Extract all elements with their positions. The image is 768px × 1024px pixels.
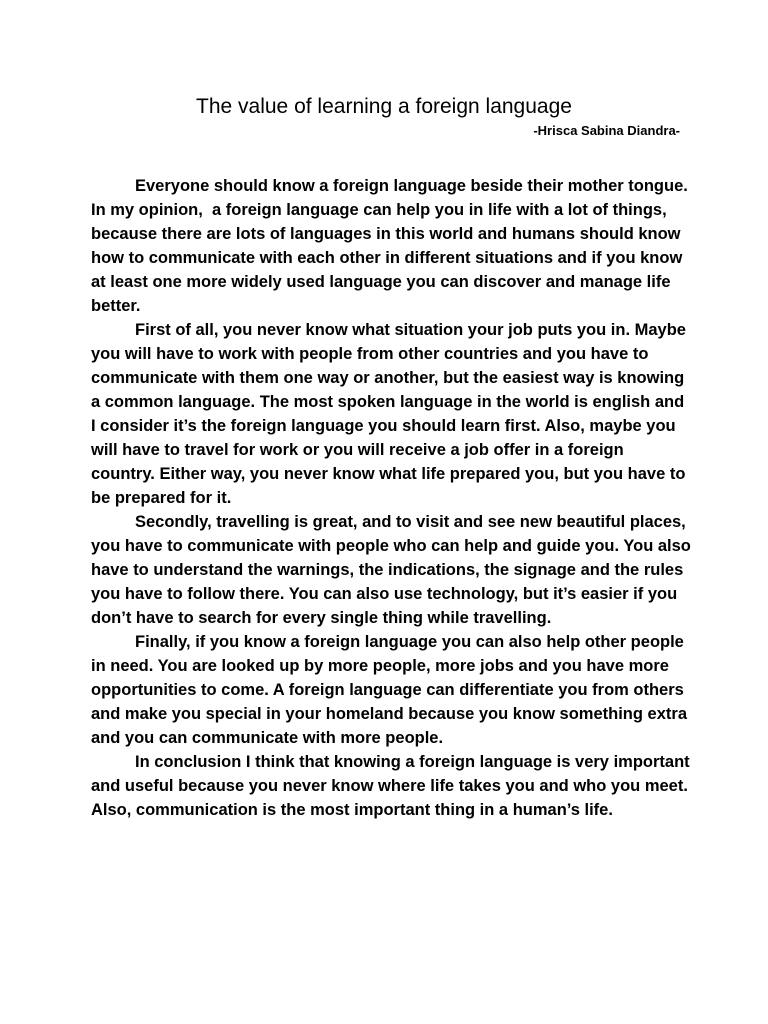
paragraph-job: First of all, you never know what situation your job puts you in. Maybe you will have to work with people from other countries and you have to communicate with them one way or another, but the easiest way is knowing a common language. The most spoken language in the world is english and I consider it’s the foreign language you should learn first. Also, maybe you will have to travel for work or you will receive a job offer in a foreign country. Either way, you never know what life prepared you, but you have to be prepared for it.	[91, 321, 691, 507]
document-title: The value of learning a foreign language	[196, 95, 572, 118]
paragraph-intro: Everyone should know a foreign language beside their mother tongue. In my opinion, a foreign language can help you in life with a lot of things, because there are lots of languages in this world and humans should know how to communicate with each other in different situations and if you know at least one more widely used language you can discover and manage life better.	[91, 177, 693, 315]
paragraph-travel: Secondly, travelling is great, and to visit and see new beautiful places, you have to communicate with people who can help and guide you. You also have to understand the warnings, the indications, the signage and the rules you have to follow there. You can also use technology, but it’s easier if you don’t have to search for every single thing while travelling.	[91, 513, 696, 627]
paragraph-help-others: Finally, if you know a foreign language you can also help other people in need. You are looked up by more people, more jobs and you have more opportunities to come. A foreign language can differentiate you from others and make you special in your homeland because you know something extra and you can communicate with more people.	[91, 633, 692, 747]
document-body	[91, 174, 696, 822]
document-author: -Hrisca Sabina Diandra-	[533, 123, 680, 138]
paragraph-conclusion: In conclusion I think that knowing a foreign language is very important and useful because you never know where life takes you and who you meet. Also, communication is the most important thing in a human’s life.	[91, 753, 695, 819]
